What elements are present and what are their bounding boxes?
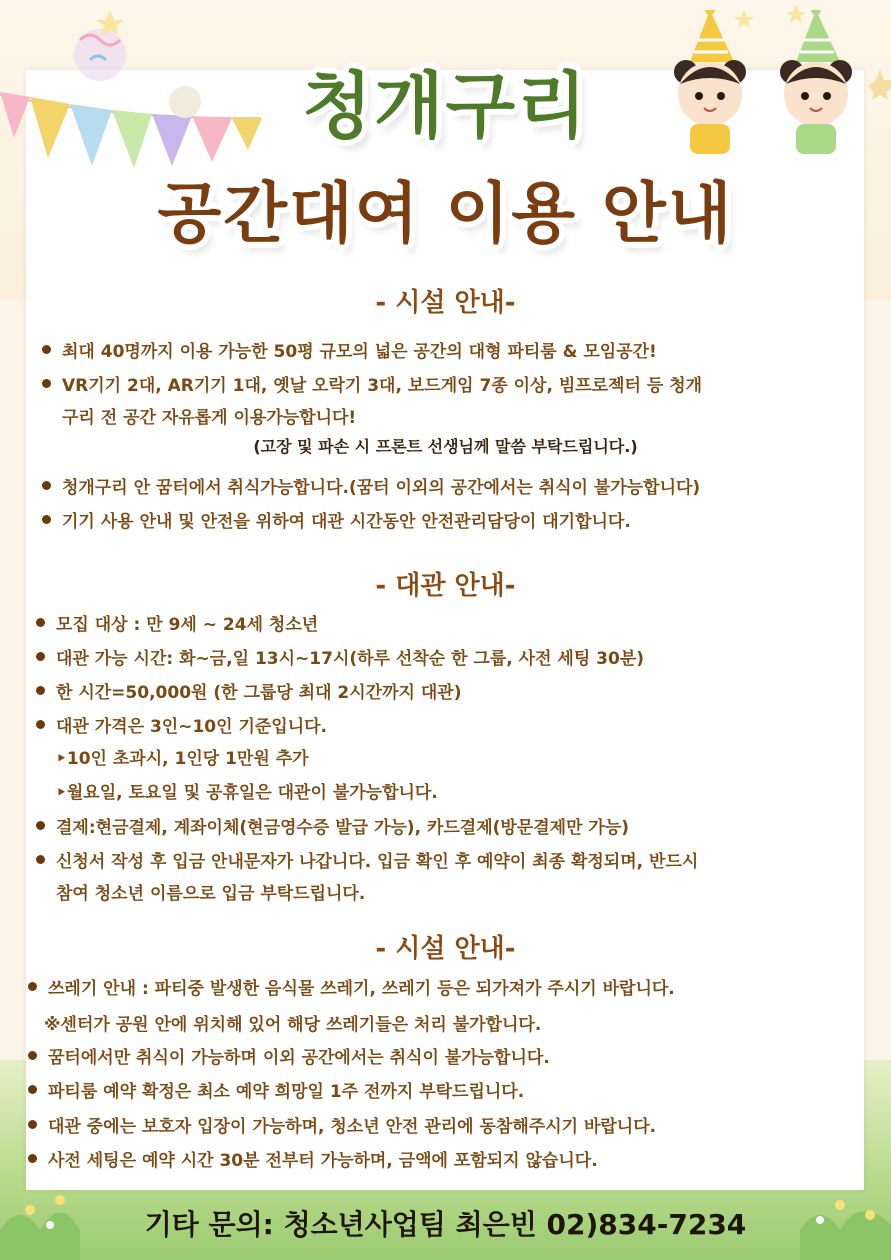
bullet-dot bbox=[28, 1085, 37, 1094]
rental-item-6-line2: 참여 청소년 이름으로 입금 부탁드립니다. bbox=[56, 884, 366, 904]
bullet-dot bbox=[28, 1120, 37, 1129]
bullet-dot bbox=[36, 855, 45, 864]
bullet-dot bbox=[36, 686, 45, 695]
notice-item-4: 대관 중에는 보호자 입장이 가능하며, 청소년 안전 관리에 동참해주시기 바랍니다. bbox=[48, 1117, 657, 1137]
facility-item-2-note: (고장 및 파손 시 프론트 선생님께 말씀 부탁드립니다.) bbox=[253, 437, 638, 456]
rental-item-5: 결제:현금결제, 계좌이체(현금영수증 발급 가능), 카드결제(방문결제만 가능) bbox=[56, 818, 630, 838]
facility-item-2-line2: 구리 전 공간 자유롭게 이용가능합니다! bbox=[62, 408, 357, 428]
bullet-dot bbox=[36, 821, 45, 830]
page-title-line1: 청개구리 bbox=[302, 64, 589, 148]
section-title-rental: - 대관 안내- bbox=[375, 571, 516, 601]
notice-item-3: 파티룸 예약 확정은 최소 예약 희망일 1주 전까지 부탁드립니다. bbox=[48, 1082, 525, 1102]
bullet-dot bbox=[42, 515, 51, 524]
notice-item-1-note: ※센터가 공원 안에 위치해 있어 해당 쓰레기들은 처리 불가합니다. bbox=[44, 1015, 542, 1035]
facility-item-3: 청개구리 안 꿈터에서 취식가능합니다.(꿈터 이외의 공간에서는 취식이 불가능합니다) bbox=[62, 478, 701, 498]
rental-item-2: 대관 가능 시간: 화~금,일 13시~17시(하루 선착순 한 그룹, 사전 세팅 30분) bbox=[56, 649, 645, 669]
bullet-dot bbox=[36, 618, 45, 627]
rental-item-6-line1: 신청서 작성 후 입금 안내문자가 나갑니다. 입금 확인 후 예약이 최종 확정되며, 반드시 bbox=[56, 852, 699, 872]
notice-item-5: 사전 세팅은 예약 시간 30분 전부터 가능하며, 금액에 포함되지 않습니다. bbox=[48, 1151, 598, 1171]
bullet-dot bbox=[42, 345, 51, 354]
facility-item-4: 기기 사용 안내 및 안전을 위하여 대관 시간동안 안전관리담당이 대기합니다. bbox=[62, 512, 631, 532]
notice-item-1: 쓰레기 안내 : 파티중 발생한 음식물 쓰레기, 쓰레기 등은 되가져가 주시기 바랍니다. bbox=[48, 979, 675, 999]
rental-item-3: 한 시간=50,000원 (한 그룹당 최대 2시간까지 대관) bbox=[56, 683, 462, 703]
facility-item-1: 최대 40명까지 이용 가능한 50평 규모의 넓은 공간의 대형 파티룸 & 모임공간! bbox=[62, 342, 657, 362]
bullet-dot bbox=[36, 652, 45, 661]
bullet-dot bbox=[42, 481, 51, 490]
footer-contact: 기타 문의: 청소년사업팀 최은빈 02)834-7234 bbox=[144, 1208, 747, 1241]
rental-sub-2: ‣월요일, 토요일 및 공휴일은 대관이 불가능합니다. bbox=[56, 783, 438, 803]
rental-item-1: 모집 대상 : 만 9세 ~ 24세 청소년 bbox=[56, 615, 319, 635]
page-title-line2: 공간대여 이용 안내 bbox=[157, 175, 734, 252]
bullet-dot bbox=[28, 1051, 37, 1060]
rental-item-4: 대관 가격은 3인~10인 기준입니다. bbox=[56, 717, 328, 737]
bullet-dot bbox=[42, 379, 51, 388]
facility-item-2-line1: VR기기 2대, AR기기 1대, 옛날 오락기 3대, 보드게임 7종 이상, 빔프로젝터 등 청개 bbox=[62, 376, 703, 396]
bullet-dot bbox=[28, 982, 37, 991]
bullet-dot bbox=[36, 720, 45, 729]
rental-sub-1: ‣10인 초과시, 1인당 1만원 추가 bbox=[56, 749, 309, 769]
section-title-notice: - 시설 안내- bbox=[375, 934, 516, 964]
notice-item-2: 꿈터에서만 취식이 가능하며 이외 공간에서는 취식이 불가능합니다. bbox=[48, 1048, 550, 1068]
section-title-facility: - 시설 안내- bbox=[375, 288, 516, 318]
